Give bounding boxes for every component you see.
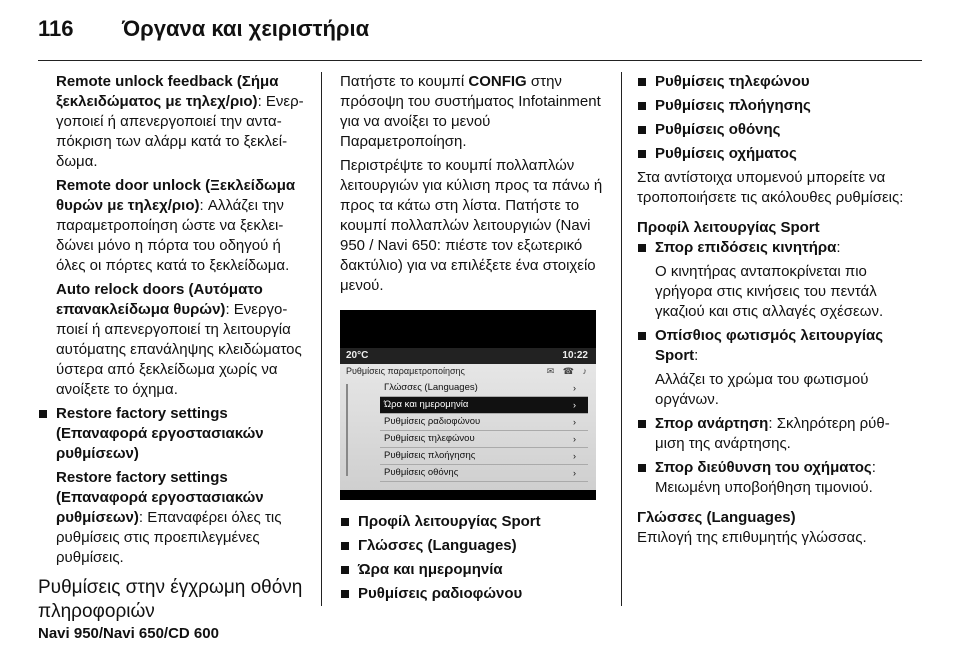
menu-item-phone[interactable]	[380, 431, 588, 448]
menu-label: Γλώσσες (Languages)	[384, 382, 478, 393]
chevron-right-icon: ›	[573, 434, 576, 444]
description: : Επαναφέρει όλες τις ρυθμίσεις στις προεπιλεγμένες ρυθμίσεις.	[56, 509, 282, 566]
column-1	[38, 72, 304, 648]
column-divider	[621, 72, 622, 606]
bullet-radio-settings	[340, 584, 606, 604]
text: Πατήστε το κουμπί	[340, 73, 469, 90]
bullet-display-settings	[637, 120, 907, 140]
bullet-label: Ρυθμίσεις οχήματος	[655, 145, 797, 162]
config-para	[340, 72, 606, 152]
separator: :	[768, 415, 777, 432]
description: : Αλλάζει την παραμετροποίηση ώστε να ξεκλειδώνει μόνο η πόρτα του οδηγού ή όλες οι πόρτες κατά το ξεκλείδωμα.	[56, 197, 290, 274]
settings-menu	[380, 380, 588, 482]
page-header	[38, 14, 922, 44]
menu-label: Ώρα και ημερομηνία	[384, 399, 469, 410]
term: Remote unlock feedback (Σήμα ξεκλειδώματος με τηλεχ/ριο)	[56, 73, 279, 110]
menu-item-languages[interactable]	[380, 380, 588, 397]
chevron-right-icon: ›	[573, 468, 576, 478]
bullet-label: Προφίλ λειτουργίας Sport	[358, 513, 541, 530]
chevron-right-icon: ›	[573, 400, 576, 410]
infotainment-screenshot	[340, 310, 596, 500]
bullet-languages	[340, 536, 606, 556]
clock-readout: 10:22	[562, 350, 588, 361]
column-3	[637, 72, 907, 552]
sport-backlight-desc: Αλλάζει το χρώμα του φωτισμού οργάνων.	[655, 371, 869, 408]
section-title: Ρυθμίσεις στην έγχρωμη οθόνη πληροφοριών	[38, 577, 303, 622]
description: : Ενεργοποιεί ή απενεργοποιεί την ανταπόκριση των αλάρμ κατά το ξεκλείδωμα.	[56, 93, 304, 170]
bullet-label: Οπίσθιος φωτισμός λειτουργίας Sport	[655, 327, 884, 364]
menu-label: Ρυθμίσεις τηλεφώνου	[384, 433, 475, 444]
bullet-sport-engine	[637, 238, 907, 258]
bullet-vehicle-settings	[637, 144, 907, 164]
separator: :	[871, 459, 876, 476]
chapter-title: Όργανα και χειριστήρια	[122, 16, 370, 41]
bullet-label: Restore factory settings (Επαναφορά εργοστασιακών ρυθμίσεων)	[56, 405, 264, 462]
description: Μειωμένη υποβοήθηση τιμονιού.	[655, 479, 873, 496]
description: Σκληρότερη ρύθμιση της ανάρτησης.	[655, 415, 890, 452]
remote-door-unlock-para	[38, 176, 304, 276]
languages-desc: Επιλογή της επιθυμητής γλώσσας.	[637, 529, 867, 546]
bullet-label: Ρυθμίσεις οθόνης	[655, 121, 781, 138]
column-divider	[321, 72, 322, 606]
bullet-sport-steering	[637, 458, 907, 498]
separator: :	[694, 347, 699, 364]
bullet-time-date	[340, 560, 606, 580]
term: Restore factory settings (Επαναφορά εργοστασιακών ρυθμίσεων)	[56, 469, 264, 526]
rotate-knob-para: Περιστρέψτε το κουμπί πολλαπλών λειτουργιών για κύλιση προς τα πάνω ή προς τα κάτω στη λίστα. Πατήστε το κουμπί πολλαπλών λειτουργιών (Navi 950 / Navi 650: πιέστε τον εξωτερικό δακτύλιο) για να επιλέξετε ένα στοιχείο μενού.	[340, 157, 603, 294]
bullet-label: Ρυθμίσεις τηλεφώνου	[655, 73, 810, 90]
bullet-label: Σπορ διεύθυνση του οχήματος	[655, 459, 872, 476]
bullet-label: Ρυθμίσεις πλοήγησης	[655, 97, 811, 114]
bullet-restore-factory	[38, 404, 304, 464]
screen-status-bar	[340, 348, 596, 364]
bullet-label: Ώρα και ημερομηνία	[358, 561, 503, 578]
remote-unlock-feedback-para	[38, 72, 304, 172]
bullet-label: Σπορ επιδόσεις κινητήρα	[655, 239, 837, 256]
menu-item-display[interactable]	[380, 465, 588, 482]
bullet-sport-profile	[340, 512, 606, 532]
menu-item-navigation[interactable]	[380, 448, 588, 465]
sport-profile-heading: Προφίλ λειτουργίας Sport	[637, 219, 820, 236]
chevron-right-icon: ›	[573, 417, 576, 427]
scroll-track	[346, 384, 370, 476]
bullet-label: Σπορ ανάρτηση	[655, 415, 769, 432]
separator: :	[836, 239, 841, 256]
menu-label: Ρυθμίσεις πλοήγησης	[384, 450, 476, 461]
menu-label: Ρυθμίσεις ραδιοφώνου	[384, 416, 481, 427]
section-subtitle: Navi 950/Navi 650/CD 600	[38, 625, 219, 642]
chevron-right-icon: ›	[573, 383, 576, 393]
status-icons: ✉ ☎ ♪	[546, 366, 590, 376]
bullet-label: Γλώσσες (Languages)	[358, 537, 517, 554]
menu-item-time-date[interactable]	[380, 397, 588, 414]
term: Auto relock doors (Αυτόματο επανακλείδωμα θυρών)	[56, 281, 263, 318]
languages-heading: Γλώσσες (Languages)	[637, 509, 796, 526]
bullet-phone-settings	[637, 72, 907, 92]
header-rule	[38, 60, 922, 61]
display-screen	[340, 348, 596, 490]
bullet-navigation-settings	[637, 96, 907, 116]
bullet-label: Ρυθμίσεις ραδιοφώνου	[358, 585, 523, 602]
bullet-sport-suspension	[637, 414, 907, 454]
chevron-right-icon: ›	[573, 451, 576, 461]
page-number: 116	[38, 16, 74, 41]
temperature-readout: 20°C	[346, 350, 369, 361]
sport-engine-desc: Ο κινητήρας ανταποκρίνεται πιο γρήγορα στις κινήσεις του πεντάλ γκαζιού και στις αλλαγές σχέσεων.	[655, 263, 884, 320]
column-2	[340, 72, 606, 608]
submenu-intro: Στα αντίστοιχα υπομενού μπορείτε να τροποποιήσετε τις ακόλουθες ρυθμίσεις:	[637, 169, 904, 206]
bullet-sport-backlight	[637, 326, 907, 366]
text: στην πρόσοψη του συστήματος Infotainment για να ανοίξει το μενού Παραμετροποίηση.	[340, 73, 601, 150]
restore-factory-para	[38, 468, 304, 568]
auto-relock-para	[38, 280, 304, 400]
config-button-name: CONFIG	[468, 73, 527, 90]
screen-menu-title: Ρυθμίσεις παραμετροποίησης	[346, 366, 465, 376]
term: Remote door unlock (Ξεκλείδωμα θυρών με τηλεχ/ριο)	[56, 177, 296, 214]
menu-item-radio[interactable]	[380, 414, 588, 431]
menu-label: Ρυθμίσεις οθόνης	[384, 467, 459, 478]
description: : Ενεργοποιεί ή απενεργοποιεί τη λειτουργία αυτόματης επανάληψης κλειδώματος ύστερα από ξεκλείδωμα χωρίς να ανοίξετε το όχημα.	[56, 301, 302, 398]
